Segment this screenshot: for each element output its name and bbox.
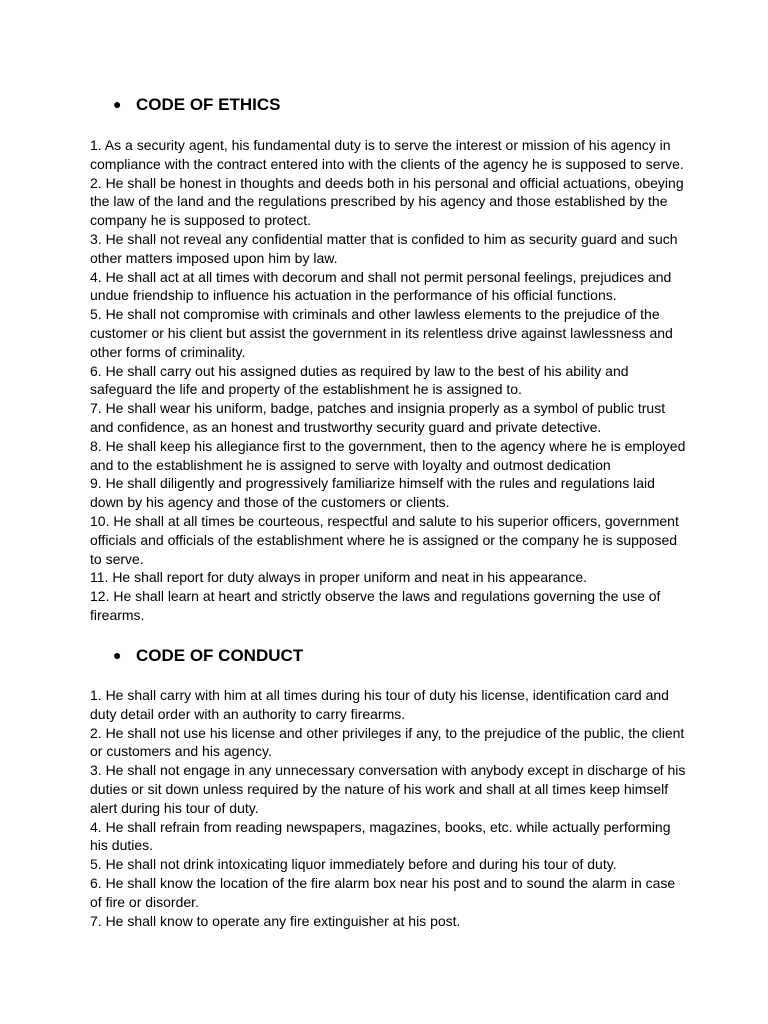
list-item: 6. He shall carry out his assigned duties as required by law to the best of his ability and safeguard the life and property of the establishment he is assigned to. [90, 362, 629, 398]
list-item: 3. He shall not engage in any unnecessary conversation with anybody except in discharge of his duties or sit down unless required by the nature of his work and shall at all times keep himself alert during his tour of duty. [90, 762, 686, 816]
section-heading-code-of-ethics [113, 94, 281, 115]
code-of-ethics-list [90, 136, 690, 625]
list-item: 2. He shall not use his license and other privileges if any, to the prejudice of the public, the client or customers and his agency. [90, 724, 685, 760]
list-item: 10. He shall at all times be courteous, respectful and salute to his superior officers, government officials and officials of the establishment where he is assigned or the company he is supposed to serve. [90, 512, 679, 567]
list-item: 7. He shall wear his uniform, badge, patches and insignia properly as a symbol of public trust and confidence, as an honest and trustworthy security guard and private detective. [90, 400, 666, 435]
list-item: 7. He shall know to operate any fire extinguisher at his post. [90, 912, 461, 929]
list-item: 11. He shall report for duty always in proper uniform and neat in his appearance. [90, 569, 588, 586]
list-item: 4. He shall refrain from reading newspapers, magazines, books, etc. while actually performing his duties. [90, 818, 671, 854]
section-title: CODE OF ETHICS [136, 95, 281, 114]
list-item: 4. He shall act at all times with decorum and shall not permit personal feelings, prejudices and undue friendship to influence his actuation in the performance of his official functions. [90, 268, 672, 304]
list-item: 9. He shall diligently and progressively familiarize himself with the rules and regulations laid down by his agency and those of the customers or clients. [90, 475, 655, 511]
code-of-conduct-list [90, 686, 690, 930]
bullet-icon: ● [113, 96, 122, 112]
list-item: 12. He shall learn at heart and strictly observe the laws and regulations governing the use of firearms. [90, 588, 661, 623]
list-item: 8. He shall keep his allegiance first to the government, then to the agency where he is employed and to the establishment he is assigned to serve with loyalty and outmost dedication [90, 437, 686, 473]
list-item: 5. He shall not compromise with criminals and other lawless elements to the prejudice of the customer or his client but assist the government in its relentless drive against lawlessness and other forms of criminality. [90, 306, 673, 360]
list-item: 1. He shall carry with him at all times during his tour of duty his license, identification card and duty detail order with an authority to carry firearms. [90, 687, 669, 722]
list-item: 2. He shall be honest in thoughts and deeds both in his personal and official actuations, obeying the law of the land and the regulations prescribed by his agency and those established by the company he is supposed to protect. [90, 174, 684, 229]
bullet-icon: ● [113, 647, 122, 663]
list-item: 6. He shall know the location of the fire alarm box near his post and to sound the alarm in case of fire or disorder. [90, 874, 676, 910]
section-title: CODE OF CONDUCT [136, 646, 304, 665]
list-item: 3. He shall not reveal any confidential matter that is confided to him as security guard and such other matters imposed upon him by law. [90, 230, 678, 266]
list-item: 5. He shall not drink intoxicating liquor immediately before and during his tour of duty. [90, 856, 617, 873]
list-item: 1. As a security agent, his fundamental duty is to serve the interest or mission of his agency in compliance with the contract entered into with the clients of the agency he is supposed to serve. [90, 137, 684, 172]
section-heading-code-of-conduct [113, 645, 303, 666]
